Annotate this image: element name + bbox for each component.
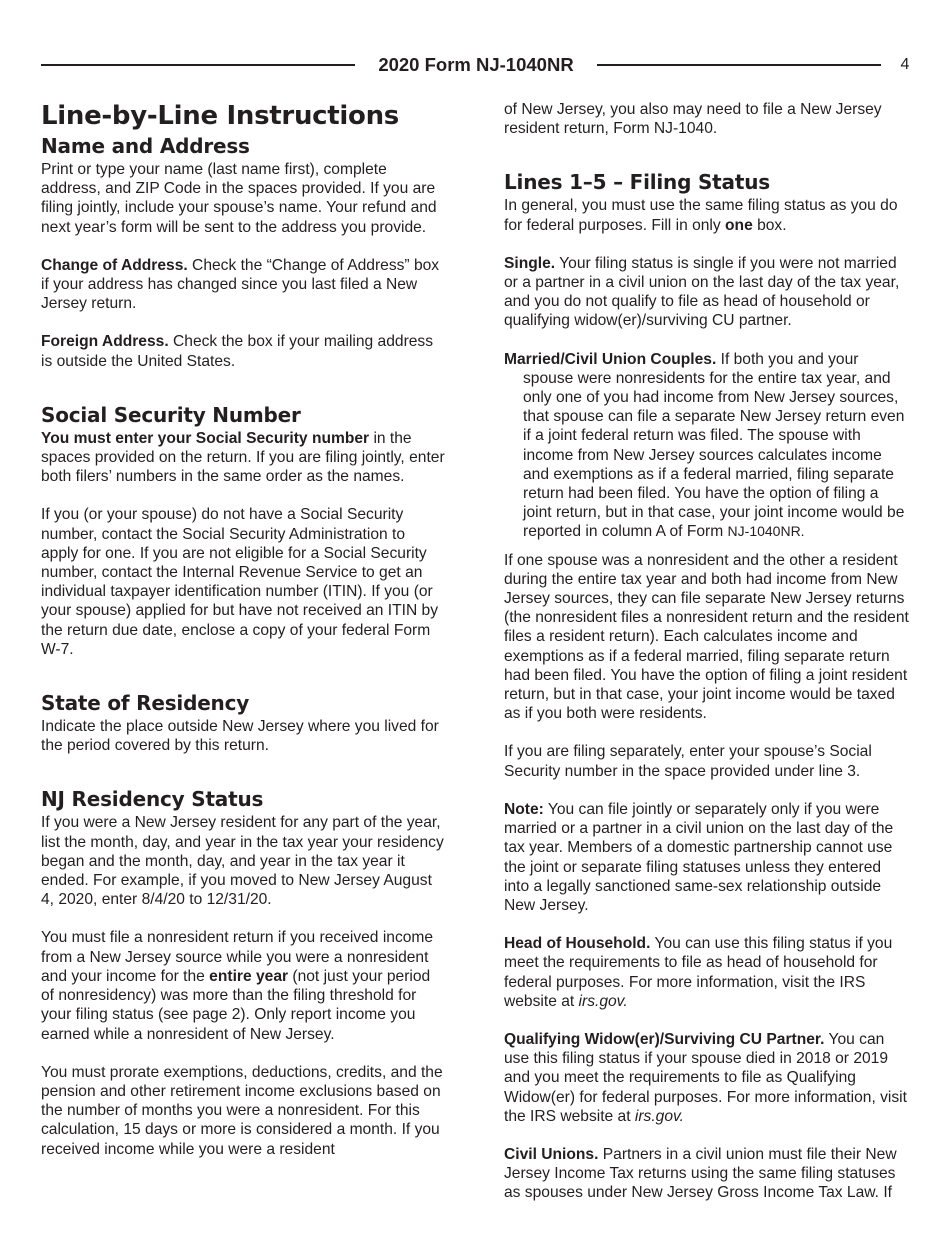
continuation-paragraph: of New Jersey, you also may need to file a New Jersey resident return, Form NJ-1040.: [504, 101, 882, 138]
note-label: Note:: [504, 800, 544, 818]
form-title: 2020 Form NJ-1040NR: [378, 54, 574, 75]
name-address-heading: Name and Address: [41, 134, 250, 158]
main-heading: Line-by-Line Instructions: [41, 101, 399, 131]
name-address-paragraph: Print or type your name (last name first), complete address, and ZIP Code in the spaces provided. If you are filing jointly, include your spouse’s name. Your refund and next year’s form will be sent to the address you provide.: [41, 161, 437, 236]
foreign-address-label: Foreign Address.: [41, 333, 169, 351]
qualifying-widow-paragraph: Qualifying Widow(er)/Surviving CU Partner. You can use this filing status if your spouse died in 2018 or 2019 and you meet the requirements to file as Qualifying Widow(er) for federal purposes. For more information, visit the IRS website at irs.gov.: [504, 1030, 907, 1125]
single-label: Single.: [504, 254, 556, 272]
civil-unions-paragraph: Civil Unions. Partners in a civil union must file their New Jersey Income Tax returns using the same filing statuses as spouses under New Jersey Gross Income Tax Law. If: [504, 1145, 897, 1202]
change-of-address-paragraph: Change of Address. Check the “Change of Address” box if your address has changed since you last filed a New Jersey return.: [41, 256, 440, 313]
resident-spouse-paragraph: If one spouse was a nonresident and the other a resident during the entire tax year and both had income from New Jersey sources, they can file separate New Jersey returns (the nonresident files a nonresident return and the resident files a resident return). Each calculates income and exemptions as if a federal married, filing separate return had been filed. You have the option of filing a joint resident return, but in that case, your joint income would be taxed as if you both were residents.: [504, 551, 909, 723]
nj-residency-heading: NJ Residency Status: [41, 787, 264, 812]
married-paragraph: Married/Civil Union Couples. If both you and your spouse were nonresidents for the entire tax year, and only one of you had income from New Jersey sources, that spouse can file a separate New Jersey return even if a joint federal return was filed. The spouse with income from New Jersey sources calculates income and exemptions as if a federal married, filing separate return had been filed. You have the option of filing a joint return, but in that case, your joint income would be reported in column A of Form NJ-1040NR.: [504, 350, 905, 541]
qualifying-widow-label: Qualifying Widow(er)/Surviving CU Partner.: [504, 1030, 825, 1048]
page-header: [0, 52, 950, 78]
head-of-household-label: Head of Household.: [504, 935, 651, 953]
note-paragraph: Note: You can file jointly or separately only if you were married or a partner in a civil union on the last day of the tax year. Members of a domestic partnership cannot use the joint or separate filing statuses unless they entered into a legally sanctioned same-sex relationship outside New Jersey.: [504, 800, 894, 914]
ssn-heading: Social Security Number: [41, 402, 301, 427]
filing-separately-paragraph: If you are filing separately, enter your spouse’s Social Security number in the space provided under line 3.: [504, 743, 872, 780]
civil-unions-label: Civil Unions.: [504, 1145, 599, 1163]
foreign-address-paragraph: Foreign Address. Check the box if your mailing address is outside the United States.: [41, 333, 434, 370]
header-rule-right: [597, 64, 881, 66]
nj-residency-paragraph-3: You must prorate exemptions, deductions, credits, and the pension and other retirement income exclusions based on the number of months you were a nonresident. For this calculation, 15 days or more is considered a month. If you received income while you were a resident: [41, 1063, 443, 1158]
change-of-address-label: Change of Address.: [41, 256, 188, 274]
irs-link: irs.gov.: [634, 1107, 684, 1125]
head-of-household-paragraph: Head of Household. You can use this filing status if you meet the requirements to file as head of household for federal purposes. For more information, visit the IRS website at irs.gov.: [504, 935, 893, 1010]
ssn-paragraph-1: You must enter your Social Security number in the spaces provided on the return. If you are filing jointly, enter both filers’ numbers in the same order as the names.: [41, 429, 445, 486]
ssn-paragraph-2: If you (or your spouse) do not have a Social Security number, contact the Social Security Administration to apply for one. If you are not eligible for a Social Security number, contact the Internal Revenue Service to get an individual taxpayer identification number (ITIN). If you (or your spouse) applied for but have not received an ITIN by the return due date, enclose a copy of your federal Form W-7.: [41, 506, 439, 658]
filing-status-intro: In general, you must use the same filing status as you do for federal purposes. Fill in only one box.: [504, 197, 898, 234]
right-column: [504, 100, 910, 1203]
nj-residency-paragraph-1: If you were a New Jersey resident for any part of the year, list the month, day, and year in the tax year your residency began and the month, day, and year in the tax year it ended. For example, if you moved to New Jersey August 4, 2020, enter 8/4/20 to 12/31/20.: [41, 814, 444, 909]
header-rule-left: [41, 64, 355, 66]
filing-status-heading: Lines 1–5 – Filing Status: [504, 170, 770, 195]
page-number: 4: [900, 56, 910, 73]
state-residency-heading: State of Residency: [41, 691, 250, 716]
single-paragraph: Single. Your filing status is single if you were not married or a partner in a civil union on the last day of the tax year, and you do not qualify to file as head of household or qualifying widow(er)/surviving CU partner.: [504, 254, 900, 330]
state-residency-paragraph: Indicate the place outside New Jersey where you lived for the period covered by this return.: [41, 718, 439, 755]
irs-link: irs.gov.: [578, 992, 628, 1010]
left-column: [41, 100, 446, 1159]
nj-residency-paragraph-2: You must file a nonresident return if you received income from a New Jersey source while you were a nonresident and your income for the entire year (not just your period of nonresidency) was more than the filing threshold for your filing status (see page 2). Only report income you earned while a nonresident of New Jersey.: [41, 929, 434, 1043]
married-label: Married/Civil Union Couples.: [504, 350, 717, 368]
